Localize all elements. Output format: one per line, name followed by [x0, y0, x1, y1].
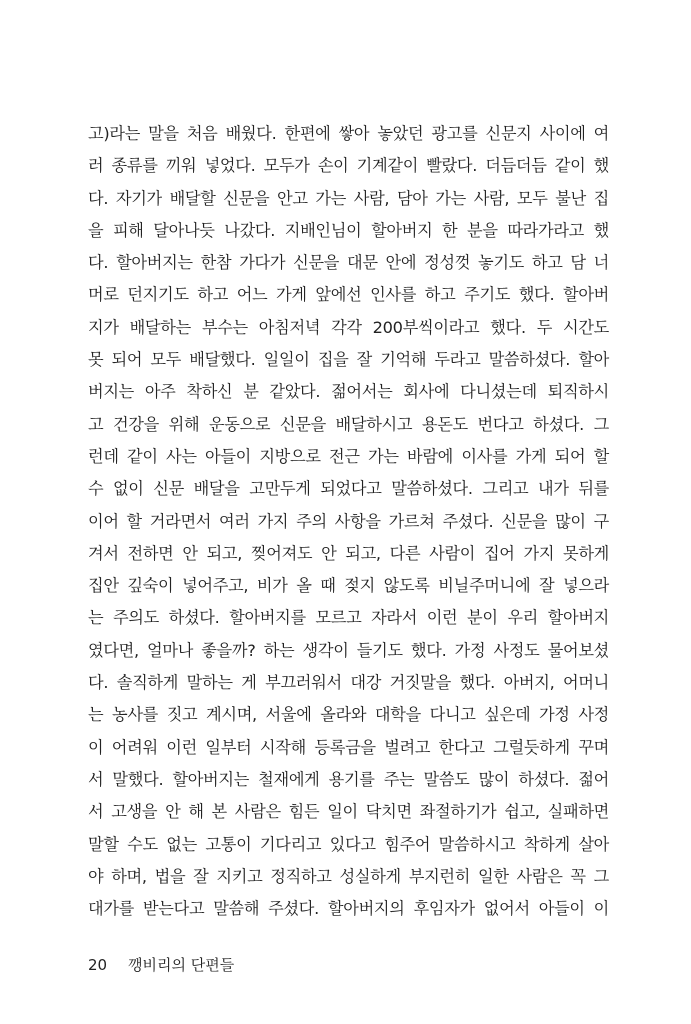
text-line: 버지는 아주 착하신 분 같았다. 젊어서는 회사에 다니셨는데 퇴직하시: [88, 382, 609, 402]
text-line: 는 주의도 하셨다. 할아버지를 모르고 자라서 이런 분이 우리 할아버지: [88, 608, 609, 628]
book-title: 깽비리의 단편들: [128, 956, 235, 974]
text-line: 수 없이 신문 배달을 고만두게 되었다고 말씀하셨다. 그리고 내가 뒤를: [88, 479, 609, 499]
text-line: 다. 할아버지는 한참 가다가 신문을 대문 안에 정성껏 놓기도 하고 담 너: [88, 253, 609, 273]
text-line: 였다면, 얼마나 좋을까? 하는 생각이 들기도 했다. 가정 사정도 물어보셨: [88, 640, 609, 660]
text-line: 는 농사를 짓고 계시며, 서울에 올라와 대학을 다니고 싶은데 가정 사정: [88, 705, 609, 725]
page-footer: [88, 954, 234, 975]
text-line: 못 되어 모두 배달했다. 일일이 집을 잘 기억해 두라고 말씀하셨다. 할아: [88, 350, 609, 370]
text-line: 말할 수도 없는 고통이 기다리고 있다고 힘주어 말씀하시고 착하게 살아: [88, 834, 609, 854]
text-line: 고)라는 말을 처음 배웠다. 한편에 쌓아 놓았던 광고를 신문지 사이에 여: [88, 124, 609, 143]
body-text: [88, 118, 609, 925]
text-line: 이 어려워 이런 일부터 시작해 등록금을 벌려고 한다고 그럴듯하게 꾸며: [88, 737, 609, 757]
text-line: 지가 배달하는 부수는 아침저녁 각각 200부씩이라고 했다. 두 시간도: [88, 317, 609, 337]
text-line: 런데 같이 사는 아들이 지방으로 전근 가는 바람에 이사를 가게 되어 할: [88, 446, 609, 466]
text-line: 고 건강을 위해 운동으로 신문을 배달하시고 용돈도 번다고 하셨다. 그: [88, 414, 609, 434]
text-line: 야 하며, 법을 잘 지키고 정직하고 성실하게 부지런히 일한 사람은 꼭 그: [88, 866, 609, 886]
text-line: 대가를 받는다고 말씀해 주셨다. 할아버지의 후임자가 없어서 아들이 이: [88, 899, 609, 919]
text-line: 이어 할 거라면서 여러 가지 주의 사항을 가르쳐 주셨다. 신문을 많이 구: [88, 511, 609, 531]
text-line: 서 말했다. 할아버지는 철재에게 용기를 주는 말씀도 많이 하셨다. 젊어: [88, 769, 609, 789]
text-line: 겨서 전하면 안 되고, 찢어져도 안 되고, 다른 사람이 집어 가지 못하게: [88, 543, 609, 563]
text-line: 러 종류를 끼워 넣었다. 모두가 손이 기계같이 빨랐다. 더듬더듬 같이 했: [88, 156, 609, 176]
text-line: 을 피해 달아나듯 나갔다. 지배인님이 할아버지 한 분을 따라가라고 했: [88, 220, 609, 240]
text-line: 다. 솔직하게 말하는 게 부끄러워서 대강 거짓말을 했다. 아버지, 어머니: [88, 673, 609, 693]
page-number: 20: [88, 956, 108, 974]
text-line: 서 고생을 안 해 본 사람은 힘든 일이 닥치면 좌절하기가 쉽고, 실패하면: [88, 802, 609, 822]
text-line: 머로 던지기도 하고 어느 가게 앞에선 인사를 하고 주기도 했다. 할아버: [88, 285, 609, 305]
text-line: 집안 깊숙이 넣어주고, 비가 올 때 젖지 않도록 비닐주머니에 잘 넣으라: [88, 576, 609, 596]
text-line: 다. 자기가 배달할 신문을 안고 가는 사람, 담아 가는 사람, 모두 불난 집: [88, 188, 609, 208]
